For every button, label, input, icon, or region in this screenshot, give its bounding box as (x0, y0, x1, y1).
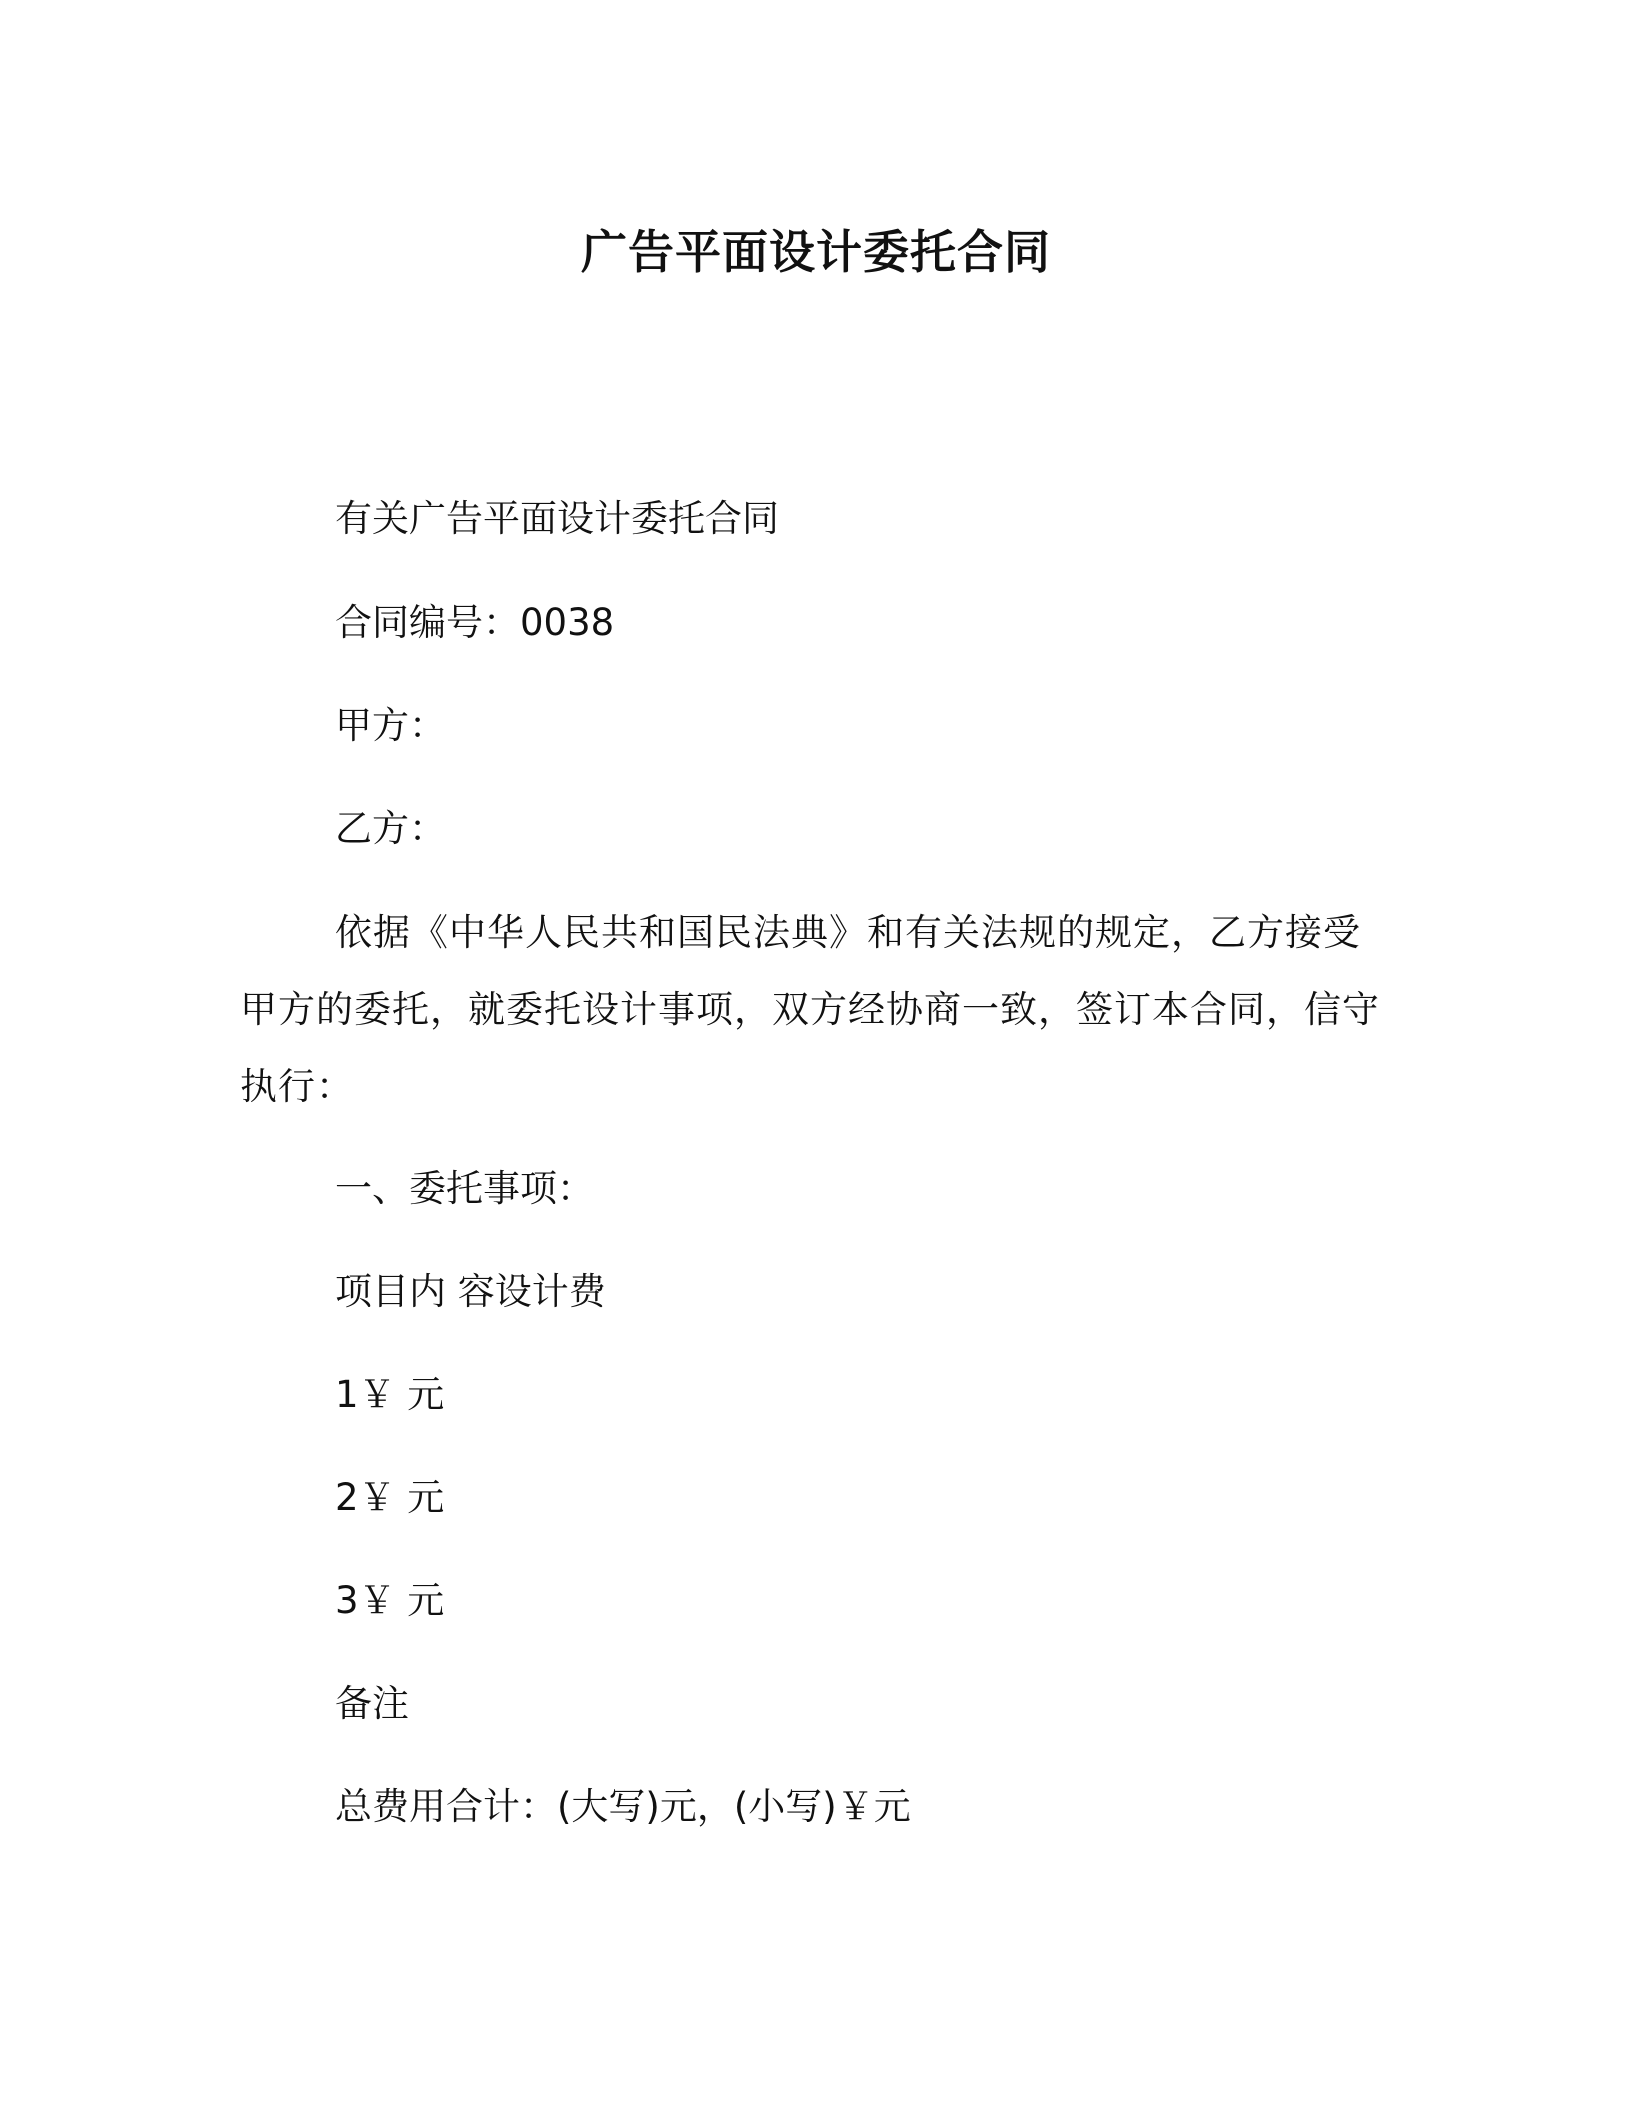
document-subtitle: 有关广告平面设计委托合同 (335, 497, 779, 540)
party-b-label: 乙方： (335, 807, 446, 850)
preamble-paragraph: 依据《中华人民共和国民法典》和有关法规的规定，乙方接受甲方的委托，就委托设计事项，双方经协商一致，签订本合同，信守执行： (240, 911, 1380, 1108)
party-a-label: 甲方： (335, 704, 446, 747)
remark-label: 备注 (335, 1682, 409, 1725)
contract-number: 合同编号：0038 (335, 601, 615, 644)
fee-table-header: 项目内 容设计费 (335, 1270, 606, 1313)
document-title: 广告平面设计委托合同 (581, 225, 1051, 279)
fee-item-3: 3￥ 元 (335, 1579, 445, 1622)
fee-item-1: 1￥ 元 (335, 1373, 445, 1416)
fee-item-2: 2￥ 元 (335, 1476, 445, 1519)
section-1-heading: 一、委托事项： (335, 1167, 594, 1210)
total-fee-line: 总费用合计：(大写)元，(小写)￥元 (335, 1785, 911, 1828)
